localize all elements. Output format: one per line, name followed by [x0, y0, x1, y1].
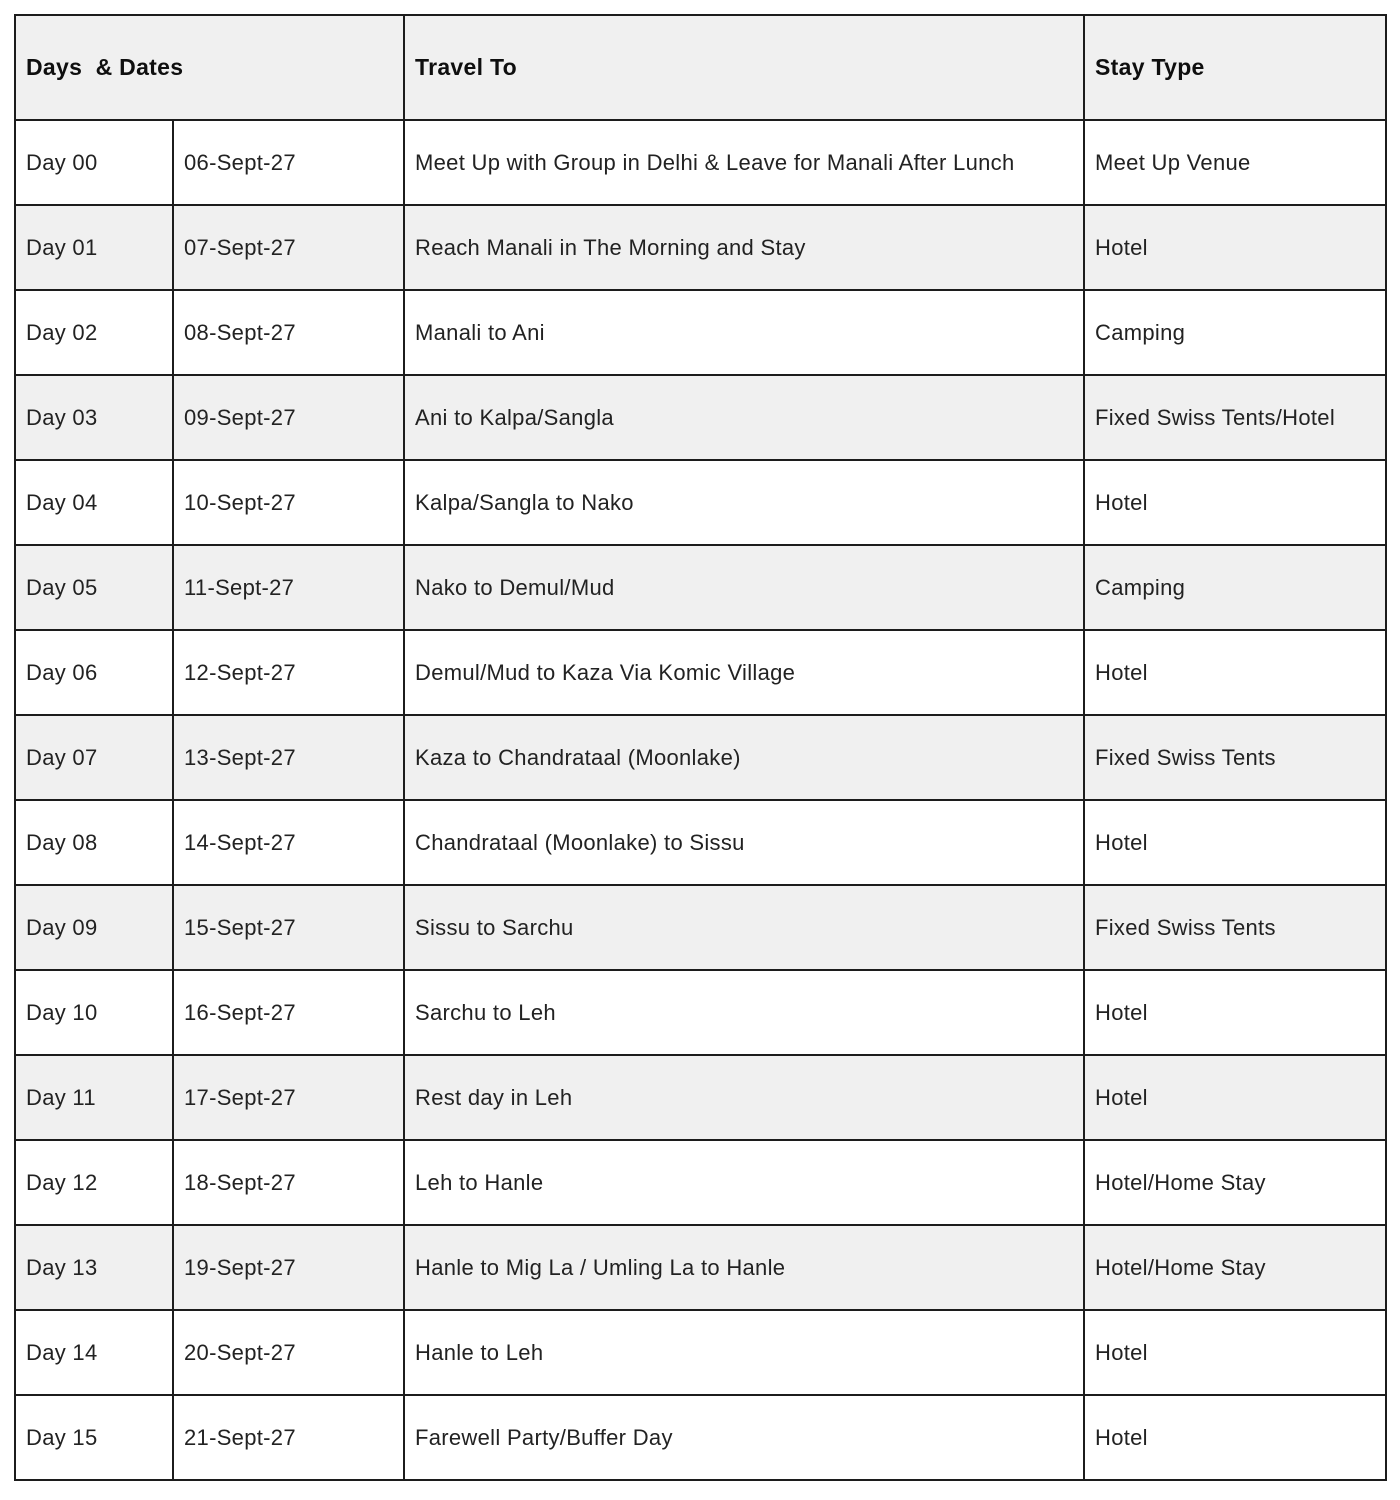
- table-row: [15, 375, 1386, 460]
- travel-cell: Reach Manali in The Morning and Stay: [404, 205, 1084, 290]
- travel-cell: Ani to Kalpa/Sangla: [404, 375, 1084, 460]
- travel-cell: Rest day in Leh: [404, 1055, 1084, 1140]
- header-row: [15, 15, 1386, 120]
- day-cell: Day 02: [15, 290, 173, 375]
- stay-cell: Hotel: [1084, 1310, 1386, 1395]
- stay-cell: Fixed Swiss Tents: [1084, 715, 1386, 800]
- date-cell: 09-Sept-27: [173, 375, 404, 460]
- day-cell: Day 12: [15, 1140, 173, 1225]
- table-row: [15, 1225, 1386, 1310]
- travel-cell: Nako to Demul/Mud: [404, 545, 1084, 630]
- day-cell: Day 04: [15, 460, 173, 545]
- travel-cell: Kaza to Chandrataal (Moonlake): [404, 715, 1084, 800]
- day-cell: Day 14: [15, 1310, 173, 1395]
- table-row: [15, 970, 1386, 1055]
- day-cell: Day 00: [15, 120, 173, 205]
- itinerary-table: [14, 14, 1387, 1481]
- stay-cell: Hotel: [1084, 460, 1386, 545]
- stay-cell: Hotel: [1084, 1395, 1386, 1480]
- day-cell: Day 11: [15, 1055, 173, 1140]
- date-cell: 11-Sept-27: [173, 545, 404, 630]
- date-cell: 07-Sept-27: [173, 205, 404, 290]
- day-cell: Day 15: [15, 1395, 173, 1480]
- travel-cell: Chandrataal (Moonlake) to Sissu: [404, 800, 1084, 885]
- date-cell: 06-Sept-27: [173, 120, 404, 205]
- date-cell: 12-Sept-27: [173, 630, 404, 715]
- date-cell: 18-Sept-27: [173, 1140, 404, 1225]
- stay-cell: Hotel/Home Stay: [1084, 1225, 1386, 1310]
- table-row: [15, 715, 1386, 800]
- date-cell: 10-Sept-27: [173, 460, 404, 545]
- travel-cell: Manali to Ani: [404, 290, 1084, 375]
- stay-cell: Hotel: [1084, 800, 1386, 885]
- stay-cell: Hotel: [1084, 630, 1386, 715]
- day-cell: Day 07: [15, 715, 173, 800]
- stay-cell: Hotel/Home Stay: [1084, 1140, 1386, 1225]
- date-cell: 17-Sept-27: [173, 1055, 404, 1140]
- table-row: [15, 1310, 1386, 1395]
- header-stay-type: Stay Type: [1084, 15, 1386, 120]
- table-row: [15, 885, 1386, 970]
- stay-cell: Meet Up Venue: [1084, 120, 1386, 205]
- day-cell: Day 09: [15, 885, 173, 970]
- travel-cell: Meet Up with Group in Delhi & Leave for Manali After Lunch: [404, 120, 1084, 205]
- day-cell: Day 01: [15, 205, 173, 290]
- travel-cell: Hanle to Mig La / Umling La to Hanle: [404, 1225, 1084, 1310]
- travel-cell: Sissu to Sarchu: [404, 885, 1084, 970]
- date-cell: 14-Sept-27: [173, 800, 404, 885]
- day-cell: Day 13: [15, 1225, 173, 1310]
- travel-cell: Farewell Party/Buffer Day: [404, 1395, 1084, 1480]
- table-row: [15, 1395, 1386, 1480]
- day-cell: Day 10: [15, 970, 173, 1055]
- date-cell: 21-Sept-27: [173, 1395, 404, 1480]
- itinerary-body: [15, 120, 1386, 1480]
- table-row: [15, 800, 1386, 885]
- date-cell: 08-Sept-27: [173, 290, 404, 375]
- day-cell: Day 06: [15, 630, 173, 715]
- table-row: [15, 1140, 1386, 1225]
- header-travel-to: Travel To: [404, 15, 1084, 120]
- travel-cell: Sarchu to Leh: [404, 970, 1084, 1055]
- table-row: [15, 460, 1386, 545]
- date-cell: 15-Sept-27: [173, 885, 404, 970]
- stay-cell: Hotel: [1084, 970, 1386, 1055]
- header-days-dates: Days & Dates: [15, 15, 404, 120]
- table-row: [15, 1055, 1386, 1140]
- table-row: [15, 545, 1386, 630]
- day-cell: Day 08: [15, 800, 173, 885]
- stay-cell: Camping: [1084, 545, 1386, 630]
- itinerary-header: [15, 15, 1386, 120]
- table-row: [15, 120, 1386, 205]
- stay-cell: Fixed Swiss Tents/Hotel: [1084, 375, 1386, 460]
- date-cell: 13-Sept-27: [173, 715, 404, 800]
- stay-cell: Camping: [1084, 290, 1386, 375]
- date-cell: 16-Sept-27: [173, 970, 404, 1055]
- day-cell: Day 03: [15, 375, 173, 460]
- travel-cell: Demul/Mud to Kaza Via Komic Village: [404, 630, 1084, 715]
- date-cell: 19-Sept-27: [173, 1225, 404, 1310]
- stay-cell: Hotel: [1084, 1055, 1386, 1140]
- travel-cell: Leh to Hanle: [404, 1140, 1084, 1225]
- date-cell: 20-Sept-27: [173, 1310, 404, 1395]
- stay-cell: Fixed Swiss Tents: [1084, 885, 1386, 970]
- day-cell: Day 05: [15, 545, 173, 630]
- travel-cell: Hanle to Leh: [404, 1310, 1084, 1395]
- travel-cell: Kalpa/Sangla to Nako: [404, 460, 1084, 545]
- table-row: [15, 630, 1386, 715]
- table-row: [15, 290, 1386, 375]
- stay-cell: Hotel: [1084, 205, 1386, 290]
- table-row: [15, 205, 1386, 290]
